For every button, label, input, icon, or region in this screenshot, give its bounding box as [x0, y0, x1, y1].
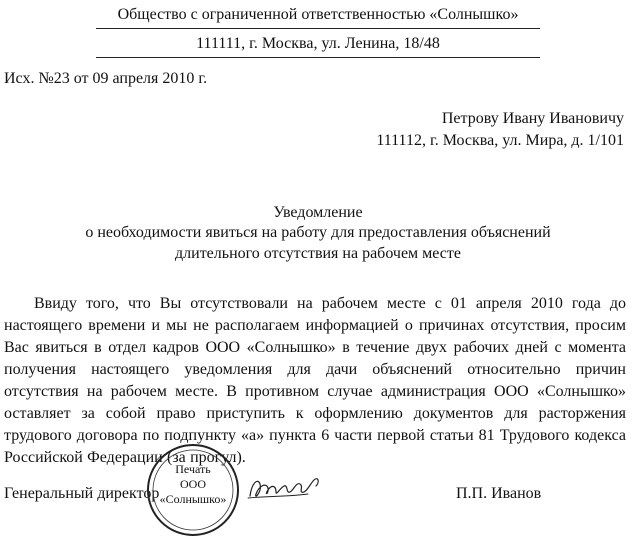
notice-subtitle-line2: длительного отсутствия на рабочем месте — [175, 245, 461, 262]
notice-title: Уведомление — [273, 204, 363, 221]
company-address: 111111, г. Москва, ул. Ленина, 18/48 — [196, 35, 440, 52]
stamp-text-line1: Печать — [175, 462, 211, 476]
company-name: Общество с ограниченной ответственностью «Солнышко» — [117, 6, 519, 23]
signer-position: Генеральный директор — [4, 485, 160, 502]
company-stamp — [147, 444, 239, 536]
notice-subtitle-line1: о необходимости явиться на работу для предоставления объяснений — [85, 224, 551, 241]
handwritten-signature — [246, 472, 326, 504]
notice-body: Ввиду того, что Вы отсутствовали на рабочем месте с 01 апреля 2010 года до настоящего времени и мы не располагаем информацией о причинах отсутствия, просим Вас явиться в отдел кадров ООО «Солнышко» в течение двух рабочих дней с момента получения настоящего уведомления для дачи объяснений относительно причин отсутствия на рабочем месте. В противном случае администрация ООО «Солнышко» оставляет за собой право приступить к оформлению документов для расторжения трудового договора по подпункту «а» пункта 6 части первой статьи 81 Трудового кодекса Российской Федерации (за прогул). — [4, 295, 626, 466]
stamp-text-line3: «Солнышко» — [159, 492, 227, 506]
outgoing-number: Исх. №23 от 09 апреля 2010 г. — [4, 70, 208, 87]
company-underline — [96, 28, 540, 29]
recipient-address: 111112, г. Москва, ул. Мира, д. 1/101 — [376, 132, 624, 149]
stamp-text-line2: ООО — [180, 477, 206, 491]
recipient-name: Петрову Ивану Ивановичу — [441, 110, 624, 127]
address-underline — [96, 57, 540, 58]
signer-name: П.П. Иванов — [456, 485, 542, 502]
